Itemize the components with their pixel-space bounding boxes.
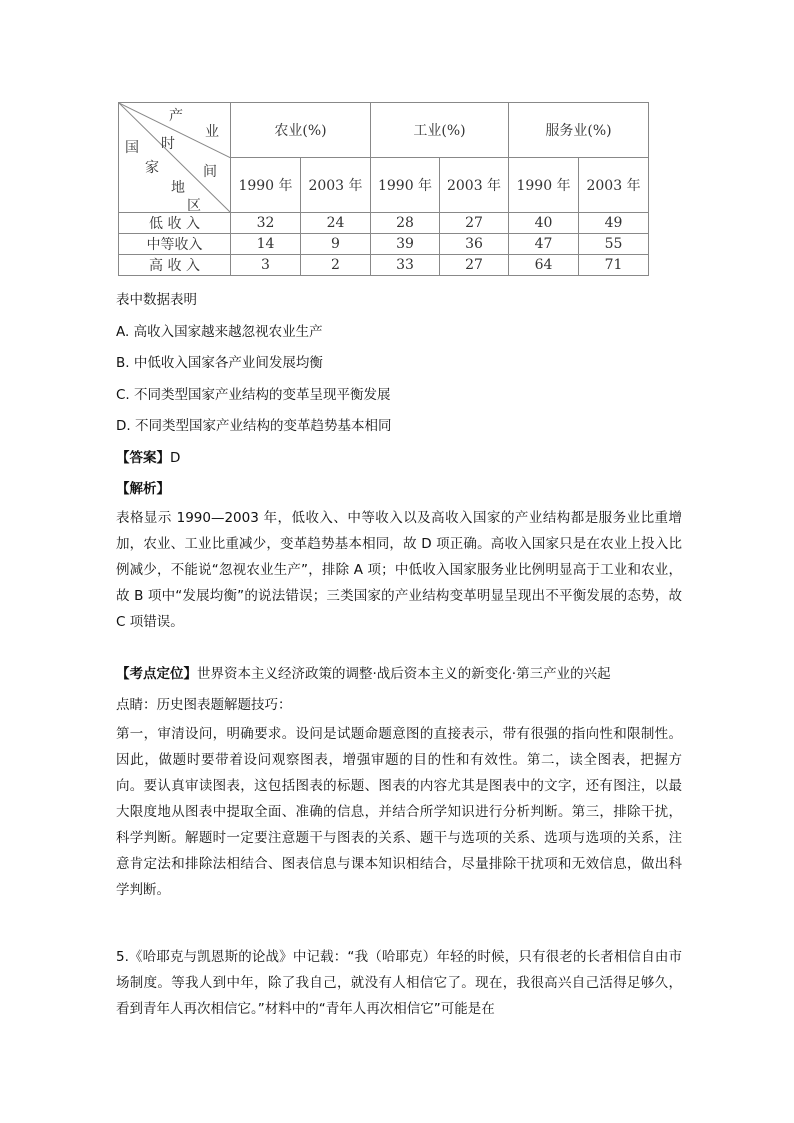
row-label: 低 收 入 [119, 213, 231, 234]
table-cell: 33 [371, 255, 440, 276]
corner-char: 国 [125, 140, 139, 156]
table-cell: 39 [371, 234, 440, 255]
table-cell: 9 [301, 234, 371, 255]
option-c: C. 不同类型国家产业结构的变革呈现平衡发展 [116, 387, 391, 403]
kaodian-value: 世界资本主义经济政策的调整·战后资本主义的新变化·第三产业的兴起 [197, 666, 611, 682]
table-cell: 36 [440, 234, 509, 255]
table-cell: 49 [579, 213, 649, 234]
option-a: A. 高收入国家越来越忽视农业生产 [116, 324, 323, 340]
table-cell: 27 [440, 255, 509, 276]
year-header: 1990 年 [371, 158, 440, 213]
kaodian-label: 【考点定位】 [116, 666, 197, 682]
table-cell: 55 [579, 234, 649, 255]
kaodian-line [116, 664, 611, 684]
table-cell: 14 [231, 234, 301, 255]
year-header: 1990 年 [231, 158, 301, 213]
industry-structure-table [118, 102, 649, 276]
row-label: 中等收入 [119, 234, 231, 255]
year-header: 2003 年 [301, 158, 371, 213]
table-cell: 3 [231, 255, 301, 276]
table-cell: 2 [301, 255, 371, 276]
question-stem: 表中数据表明 [116, 292, 197, 308]
year-header: 1990 年 [509, 158, 579, 213]
option-d: D. 不同类型国家产业结构的变革趋势基本相同 [116, 418, 392, 434]
corner-char: 区 [187, 198, 201, 214]
corner-char: 地 [171, 180, 185, 196]
analysis-label: 【解析】 [116, 481, 170, 497]
analysis-body: 表格显示 1990—2003 年，低收入、中等收入以及高收入国家的产业结构都是服务业比重增加，农业、工业比重减少，变革趋势基本相同，故 D 项正确。高收入国家只是在农业上投入比例减少，不能说“忽视农业生产”，排除 A 项；中低收入国家服务业比例明显高于工业和农业，故 B 项中“发展均衡”的说法错误；三类国家的产业结构变革明显呈现出不平衡发展的态势，故 C 项错误。 [116, 510, 682, 630]
table-cell: 28 [371, 213, 440, 234]
next-question-stem: 5.《哈耶克与凯恩斯的论战》中记载：“我（哈耶克）年轻的时候，只有很老的长者相信自由市场制度。等我人到中年，除了我自己，就没有人相信它了。现在，我很高兴自己活得足够久，看到青年人再次相信它。”材料中的“青年人再次相信它”可能是在 [116, 949, 682, 1017]
corner-char: 业 [205, 124, 219, 140]
year-header: 2003 年 [579, 158, 649, 213]
table-row-low-income [119, 213, 649, 234]
group-header-industry: 工业(%) [371, 103, 509, 158]
corner-char: 产 [169, 108, 183, 124]
corner-char: 间 [203, 164, 217, 180]
table-row-middle-income [119, 234, 649, 255]
corner-char: 时 [161, 136, 175, 152]
table-cell: 27 [440, 213, 509, 234]
table-cell: 47 [509, 234, 579, 255]
row-label: 高 收 入 [119, 255, 231, 276]
corner-char: 家 [145, 160, 159, 176]
table-corner-header [119, 103, 231, 213]
tips-title: 点睛：历史图表题解题技巧： [116, 697, 292, 713]
table-cell: 24 [301, 213, 371, 234]
table-cell: 32 [231, 213, 301, 234]
answer-line [116, 448, 180, 468]
table-cell: 64 [509, 255, 579, 276]
year-header: 2003 年 [440, 158, 509, 213]
table-cell: 71 [579, 255, 649, 276]
table-cell: 40 [509, 213, 579, 234]
group-header-agriculture: 农业(%) [231, 103, 371, 158]
option-b: B. 中低收入国家各产业间发展均衡 [116, 355, 323, 371]
answer-label: 【答案】 [116, 450, 170, 466]
answer-value: D [170, 450, 181, 466]
group-header-services: 服务业(%) [509, 103, 649, 158]
tips-body: 第一，审清设问，明确要求。设问是试题命题意图的直接表示，带有很强的指向性和限制性。因此，做题时要带着设问观察图表，增强审题的目的性和有效性。第二，读全图表，把握方向。要认真审读图表，这包括图表的标题、图表的内容尤其是图表中的文字，还有图注，以最大限度地从图表中提取全面、准确的信息，并结合所学知识进行分析判断。第三，排除干扰，科学判断。解题时一定要注意题干与图表的关系、题干与选项的关系、选项与选项的关系，注意肯定法和排除法相结合、图表信息与课本知识相结合，尽量排除干扰项和无效信息，做出科学判断。 [116, 726, 682, 898]
data-table-wrapper [118, 102, 648, 274]
table-row-high-income [119, 255, 649, 276]
